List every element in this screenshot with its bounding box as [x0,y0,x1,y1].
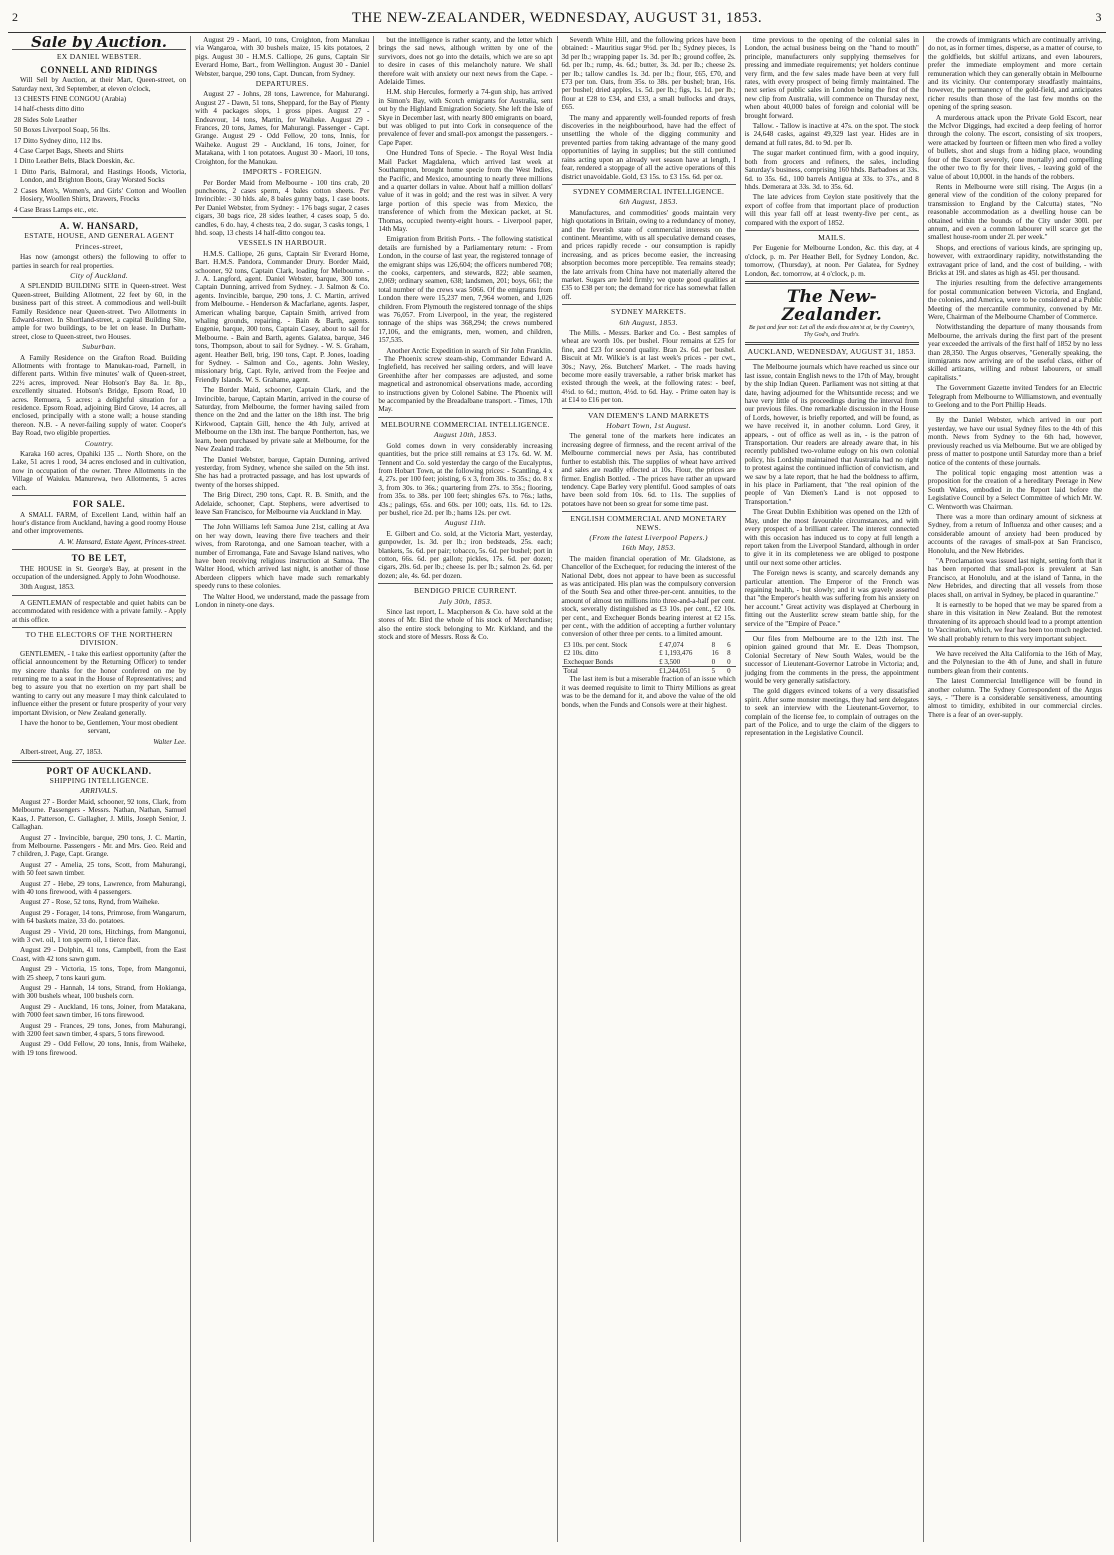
wool-report: time previous to the opening of the colonial sales in London, the actual business being on the "hand to mouth" principle, manufacturers only supplying themselves for pressing and immediate requirements; yet holders continue very firm, and the few sales made have been at very full rates, with every prospect of being firmly maintained. The next series of public sales in London being the first of the new clip from Australia, will commence on Thursday next, when about 40,000 bales of foreign and colonial will be brought forward. [744,36,919,120]
table-cell: 8 [727,649,731,658]
list-item: 28 Sides Sole Leather [14,115,77,124]
column-5 [741,36,924,1542]
sydney-commercial-heading: SYDNEY COMMERCIAL INTELLIGENCE. [573,186,725,196]
bethel-report: The Brig Direct, 290 tons, Capt. R. B. Smith, and the Adelaide, schooner, Capt. Stephens, were advertised to leave San Francisco, for Melbourne via Auckland in May. [195,491,370,516]
editorial-dateline: AUCKLAND, WEDNESDAY, AUGUST 31, 1853. [747,346,916,356]
english-heading: ENGLISH COMMERCIAL AND MONETARY NEWS. [570,514,727,532]
table-cell: 0 [727,667,731,676]
cape-news: but the intelligence is rather scanty, and the letter which brings the sad news, although written by one of the survivors, does not go into the details, which we are so apt to desire in cases of this melancholy nature. We shall therefore wait with anxiety our next news from the Cape. - Adelaide Times. [378,36,553,87]
let-text: THE HOUSE in St. George's Bay, at present in the occupation of the undersigned. Apply to John Woodhouse. [12,564,187,581]
gazette-text: The Government Gazette invited Tenders for an Electric Telegraph from Melbourne to Williamstown, and eventually to Geelong and to the Port Phillip Heads. [927,384,1103,410]
list-item: August 27 - Hebe, 29 tons, Lawrence, from Mahurangi, with 40 tons firewood, with 4 passengers. [12,879,187,896]
country-text: Karaka 160 acres, Opahiki 135 ... North Shore, on the Lake, 51 acres 1 rood, 34 acres enclosed and in cultivation, now in occupation of the owner. Three Allotments in the Village of Waiuku. Manurewa, two Allotments, 5 acres each. [12,450,187,492]
list-item: 1 Ditto Leather Belts, Black Doeskin, &c. [14,157,135,166]
agent-street: Princes-street, [75,241,123,251]
electors-signature: Walter Lee. [153,737,187,746]
latest-commercial-text: The latest Commercial Intelligence will be found in another column. The Sydney Correspondent of the Argus says, - "There is a considerable sensitiveness, amounting almost to timidity, exhibited in our commercial circles. There is a fear of an over-supply. [927,677,1103,719]
column-6 [924,36,1106,1542]
list-item: 14 half-chests ditto ditto [14,105,85,114]
sydney-markets-heading: SYDNEY MARKETS. [611,307,687,317]
bendigo-text: Since last report, L. Macpherson & Co. have sold at the stores of Mr. Bird the whole of his stock of Merchandise; also the entire stock belonging to Mr. Kirkland, and the stock and store of Messrs. Ross & Co. [378,608,553,642]
electors-close: I have the honor to be, Gentlemen, Your most obedient servant, [20,719,178,736]
let-date: 30th August, 1853. [20,583,75,592]
list-item: August 27 - Rose, 52 tons, Rynd, from Waiheke. [20,898,160,907]
electors-heading: TO THE ELECTORS OF THE NORTHERN DIVISION. [25,629,173,648]
postal-text: The injuries resulting from the defective arrangements for postal communication between Victoria, and England, the colonies, and America, were to be considered at a Public Meeting of the mercantile community, convened by Mr. Were, Chairman of the Melbourne Chamber of Commerce. [927,279,1103,321]
agent-intro: Has now (amongst others) the following to offer to parties in search for real properties. [12,253,187,270]
list-item: August 29 - Hannah, 14 tons, Strand, from Hokianga, with 300 bushels wheat, 100 bushels corn. [12,984,187,1001]
port-heading: PORT OF AUCKLAND. [46,765,152,776]
list-item: 13 CHESTS FINE CONGOU (Arabia) [14,95,127,104]
let-heading: TO BE LET, [71,553,127,564]
table-cell: £2 10s. ditto [563,649,599,658]
list-item: August 27 - Border Maid, schooner, 92 tons, Clark, from Melbourne. Passengers - Messrs. Nathan, Nathan, Samuel Kaas, J. Patterson, C. Gallagher, J. Mills, Joseph Senior, J. Callaghan. [12,797,187,832]
table-cell: £3 10s. per cent. Stock [563,640,628,649]
specie-report: One Hundred Tons of Specie. - The Royal West India Mail Packet Magdalena, which arrived last week at Southampton, brought home specie from the West Indies, the Pacific, and Mexico, amounting to nearly three millions and a quarter dollars in value. About half a million dollars' value of it was in gold; and the rest was in silver. A very large portion of this specie was from Mexico, the transference of which from the Mexican packet, at St. Thomas, occupied twenty-eight hours. - Liverpool paper, 14th May. [378,149,553,233]
table-cell: £1,244,051 [659,667,691,676]
masthead-title: THE NEW-ZEALANDER, WEDNESDAY, AUGUST 31, 1853. [351,10,763,26]
list-item: 50 Boxes Liverpool Soap, 56 lbs. [14,126,111,135]
sydney-commercial-text: Manufactures, and commodities' goods maintain very high quotations in Britain, owing to a redundancy of money, and the feverish state of commercial interests on the continent. Meantime, with us all speculative demand ceases, and prices rapidly recede - our consumption is rapidly increasing, and as prices become easier, the increasing absorption becomes more perceptible. Tea remains steady; the late arrivals from China have not materially altered the market. Sugars are held firmly; we quote good qualities at £35 to £38 per ton; the demand for rice has somewhat fallen off. [561,208,736,301]
diggers-text: The gold diggers evinced tokens of a very dissatisfied spirit. After some monster meetings, they had sent delegates to seek an interview with the Lieutenant-Governor, to complain of the license fee, to complain of outrages on the part of the Police, and to urge the claim of the diggers to representation in the Legislative Council. [744,687,919,738]
bendigo-date: July 30th, 1853. [438,596,493,606]
suburban-text: A Family Residence on the Grafton Road. Building Allotments with frontage to Manukau-road, Parnell, in different parts. Within five minutes' walk of Queen-street, 22½ acres, improved. Near Hobson's Bay 8a. 1r. 8p., excellently situated. Hobson's Bridge, Epsom Road, 10 acres. Remuera, 5 acres: a delightful situation for a residence. Epsom Road, adjoining Bird Grove, 14 acres, all enclosed, principally with a stone wall; a house standing thereon. N.B. - A never-failing supply of water. Cooper's Bay Road, two eligible properties. [12,353,187,438]
departures-heading: DEPARTURES. [255,79,309,89]
samoa-report: The John Williams left Samoa June 21st, calling at Ava on her way down, leaving there five teachers and their wives, from Rarotonga, and one Samoan teacher, with a number of Erromanga, Fate and Savage Island natives, who have been receiving religious instruction at Samoa. The Walter Hood, which arrived last night, is another of those Aberdeen clippers which have made such remarkably speedy runs to these colonies. [195,523,370,591]
arrivals-list [12,798,186,1057]
webster-files-text: By the Daniel Webster, which arrived in our port yesterday, we have our usual Sydney files to the 4th of this month. News from Sydney to the 6th had, however, previously reached us via Melbourne. But we are obliged by press of matter to postpone until Saturday more than a brief notice of the contents of these journals. [927,416,1103,467]
auction-ship: EX DANIEL WEBSTER. [56,52,142,62]
paper-motto: Be just and fear not: Let all the ends thou aim'st at, be thy Country's, Thy God's, and Truth's. [748,324,915,338]
table-cell: £ 47,074 [659,640,684,649]
melbourne-commercial-date: August 10th, 1853. [434,430,497,440]
franklin-report: Another Arctic Expedition in search of Sir John Franklin. - The Phoenix screw steam-ship, Commander Edward A. Inglefield, has received her sailing orders, and will leave Greenhithe after her compasses are adjusted, and some magnetical and astronomical observations made, according to instructions given by Colonel Sabine. The Phoenix will be accompanied by the Breadalbane transport. - Times, 17th May. [378,346,553,414]
column-1 [8,36,191,1542]
daniel-webster-report: The Daniel Webster, barque, Captain Dunning, arrived yesterday, from Sydney, whence she sailed on the 5th inst. She has had a protracted passage, and has lost upwards of twenty of the horses shipped. [195,455,370,489]
sale-text: A SMALL FARM, of Excellent Land, within half an hour's distance from Auckland, having a good roomy House and other improvements. [12,510,187,536]
list-item: 1 Ditto Paris, Balmoral, and Hastings Hoods, Victoria, London, and Brighton Boots, Gray Worsted Socks [14,167,187,185]
shipping-heading: SHIPPING INTELLIGENCE. [49,776,149,786]
melbourne-files-text: Our files from Melbourne are to the 12th inst. The opinion gained ground that Mr. E. Deas Thompson, Colonial Secretary of New South Wales, would be the successor of Lieutenant-Governor Latrobe in Victoria; and, judging from the comments in the press, the appointment would be very generally satisfactory. [744,634,919,685]
country-heading: Country. [84,438,114,448]
paper-title: The New-Zealander. [781,286,882,325]
exhibition-text: The Great Dublin Exhibition was opened on the 12th of May, under the most favourable circumstances, and with every prospect of a brilliant career. The interest connected with this occasion has induced us to copy at full length a report taken from the Liverpool Standard, although in order to give it in its completeness we are obliged to postpone until our next some other articles. [744,508,919,567]
list-item: August 29 - Auckland, 16 tons, Joiner, from Matakana, with 7000 feet sawn timber, 16 tons firewood. [12,1002,187,1020]
foreign-news-text: The Foreign news is scanty, and scarcely demands any particular attention. The Emperor of the French was regaining health, - but slowly; and it was gravely asserted that "the Emperor's health was suffering from his anxiety on her account." Great activity was displayed at Cherbourg in fitting out the Austerlitz screw steam battle ship, for the service of the "Empire of Peace." [744,569,919,628]
sale-signature: A. W. Hansard, Estate Agent, Princes-street. [58,537,187,546]
masthead [8,6,1106,33]
column-3 [374,36,557,1542]
imports-text: Per Border Maid from Melbourne - 100 tins crab, 20 puncheons, 2 cases sperm, 4 bales cotton sheets. Per Invincible: - 30 hlds. ale, 8 bales gunny bags, 1 case boots. Per Daniel Webster, from Sydney: - 176 bags sugar, 2 cases cigars, 30 bags rice, 28 sides leather, 4 cases soap, 5 do. candles, 6 do. hay, 4 chests tea, 2 do. sugar, 3 casks tongs, 1 hhd. soap, 13 chests 14 half-ditto congou tea. [195,178,370,237]
arrivals-note: The Walter Hood, we understand, made the passage from London in ninety-one days. [195,592,370,609]
gentleman-notice: A GENTLEMAN of respectable and quiet habits can be accommodated with residence with a private family. - Apply at this office. [12,598,187,624]
agent-name: A. W. HANSARD, [59,220,139,231]
ceylon-report: The late advices from Ceylon state positively that the export of coffee from that important place of production will this year fall off at least twenty-five per cent., as compared with the export of 1852. [744,193,919,227]
city-text: A SPLENDID BUILDING SITE in Queen-street. West Queen-street, Building Allotment, 22 feet by 60, in the business part of this street. A commodious and well-built Family Residence near Queen-street. Two Allotments in Edward-street. In Shortland-street, a capital Building Site, ample for two buildings, to be let on lease. In Durham-street, close to Queen-street, two Houses. [12,282,187,341]
immigrants-text: the crowds of immigrants which are continually arriving, do not, as in former times, disperse, as a matter of course, to the goldfields, but skilful artizans, and even labourers, prefer the immediate employment and more certain remuneration which they can generally obtain in Melbourne and its vicinity. Our contemporary steadfastly maintains, however, the permanency of the gold-field, and anticipates richer results than those of the last few months on the opening of the spring season. [927,36,1103,112]
column-2 [191,36,374,1542]
list-item: August 29 - Odd Fellow, 20 tons, Innis, from Waiheke, with 19 tons firewood. [12,1040,187,1057]
arrivals-heading: ARRIVALS. [80,786,118,796]
list-item: August 27 - Invincible, barque, 290 tons, J. C. Martin, from Melbourne. Passengers - Mr. and Mrs. Geo. Reid and 7 children, J. Page, Capt. Grange. [12,833,187,859]
alta-text: We have received the Alta California to the 16th of May, and the Polynesian to the 4th of June, and shall in future numbers glean from their contents. [927,650,1103,675]
auctioneers: CONNELL AND RIDINGS [40,64,158,75]
table-cell: 8 [711,640,716,649]
list-item: 4 Case Brass Lamps etc., etc. [14,205,99,214]
english-date: 16th May, 1853. [621,543,676,553]
table-cell: 6 [727,640,731,649]
sydney-markets-date: 6th August, 1853. [619,317,678,327]
sydney-commercial-date: 6th August, 1853. [619,197,678,207]
harbour-heading: VESSELS IN HARBOUR. [237,238,327,248]
auction-heading: Sale by Auction. [31,36,168,51]
english-text: The maiden financial operation of Mr. Gladstone, as Chancellor of the Exchequer, for reducing the interest of the National Debt, does not appear to have been as successful as was anticipated. His plan was the compulsory conversion of the South Sea and other three-per-cent. annuities, to the amount of almost ten millions into three-and-a-half per cent. stock, severally distinguished as £3 10s. per cent., £2 10s. per cent., and Exchequer Bonds bearing interest at £2 15s. per cent., with the addition of accepting a further voluntary conversion of other three per cents. to a limited amount. [561,554,736,639]
hercules-report: H.M. ship Hercules, formerly a 74-gun ship, has arrived in Simon's Bay, with Scotch emigrants for Australia, sent out by the Highland Emigration Society. She left the Isle of Skye in December last, with nearly 800 emigrants on board, but was obliged to put into Cork in consequence of the prevalence of fever and small-pox amongst the passengers. - Cape Paper. [378,88,553,147]
list-item: 17 Ditto Sydney ditto, 112 lbs. [14,136,103,145]
vandiemen-date: Hobart Town, 1st August. [606,421,691,431]
sydney-markets-text: The Mills. - Messrs. Barker and Co. - Best samples of wheat are worth 10s. per bushel. Flour remains at £25 for fine, and £23 for second quality. Bran 2s. 6d. per bushel. Biscuit at Mr. Wilkie's is at last week's prices - per cwt., 30s.; Navy, 26s. Butchers' Market. - The roads having become more easily traversable, a rather brisk market has existed through the week, at the following rates: - beef, 4½d. to 6d.; mutton, 4½d. to 6d. Hay. - Prime oaten hay is at £14 to £16 per ton. [561,329,736,405]
departures-text: August 27 - Johns, 28 tons, Lawrence, for Mahurangi. August 27 - Dawn, 51 tons, Sheppard, for the Bay of Plenty with 4 packages slops, 1 gross pipes. August 27 - Endeavour, 14 tons, Martin, for Waiheke. August 29 - Frances, 20 tons, James, for Mahurangi. Passenger - Capt. Grange. August 29 - Odd Fellow, 20 tons, Innis, for Waiheke. August 29 - Auckland, 16 tons, Joiner, for Matakana, with 1 ton potatoes. August 30 - Maori, 10 tons, Croighton, for the Manukau. [195,90,370,166]
auction-intro: Will Sell by Auction, at their Mart, Queen-street, on Saturday next, 3rd September, at eleven o'clock, [12,76,187,93]
harbour-text: H.M.S. Calliope, 26 guns, Captain Sir Everard Home, Bart. H.M.S. Pandora, Commander Drury. Border Maid, schooner, 92 tons, Captain Clark, loading for Melbourne. - J. A. Langford, agent. Daniel Webster, barque, 300 tons, Captain Dunning, arrived from Sydney. - J. Salmon & Co. agents. Invincible, barque, 290 tons, J. C. Martin, arrived from Melbourne. - Henderson & Macfarlane, agents. Jasper, American whaling barque, Captain Smith, arrived from whaling grounds, repairing. - Bain & Barth, agents. Eugenie, barque, 300 tons, Captain Casey, about to sail for Melbourne. - Bain and Barth, agents. Galatea, barque, 346 tons, Thompson, about to sail for Sydney. - W. S. Graham, agent. Heather Bell, brig, 190 tons, Capt. P. Jones, loading for Sydney. - Salmon and Co., agents. John Wesley, missionary brig, Capt. Ryle, arrived from the Feejee and Friendly Islands. W. S. Grahame, agent. [195,249,370,384]
table-cell: £ 1,193,476 [659,649,693,658]
electors-text: GENTLEMEN, - I take this earliest opportunity (after the official announcement by the Returning Officer) to tender my sincere thanks for the honor conferred on me by returning me to a seat in the House of Representatives; and beg to assure you that no exertion on my part shall be wanting to carry out any measure I may think calculated to influence either the present or future prosperity of your very important Division, or New Zealand generally. [12,649,187,717]
aug11-heading: August 11th. [444,518,487,528]
agent-title: ESTATE, HOUSE, AND GENERAL AGENT [24,231,174,241]
melbourne-commercial-text: Gold comes down in very considerably increasing quantities, but the price still remains at £3 17s. 6d. W. M. Tennent and Co. sold yesterday the cargo of the Eucalyptus, from Hobart Town, at the following prices: - Scantling, 4 x 4, 27s. per 100 feet; joisting, 6 x 3, from 30s. to 35s.; do. 8 x 3, from 30s. to 36s.; quartering from 27s. to 35s.; flooring, from 35s. to 38s. per 100 feet; shingles 67s. to 76s.; laths, 43s.; palings, 65s. and 60s. per 100; oats, 11s. 6d. to 12s. per bushel, rice 2d. per lb.; hams 12s. per cwt. [378,441,553,517]
bendigo-continued: Seventh White Hill, and the following prices have been obtained: - Mauritius sugar 9½d. per lb.; Sydney pieces, 1s 3d per lb.; wrapping paper 1s. 3d. per lb.; ground coffee, 2s. 6d. per lb.; rump, 4s. 6d.; butter, 3s. 3d. per lb.; cheese 2s. per lb.; tallow candles 1s. 3d. per lb.; flour, £65, £70, and £73 per ton. Oats, from 35s. to 38s. per bushel; bran, 16s. per bushel; dried apples, 1s. 5d. per lb.; figs, 1s. 1d. per lb.; flour at £28 to £34, and £33, a small bullocks and drays, £65. [561,36,736,112]
table-row [562,649,736,657]
english-subheading: (From the latest Liverpool Papers.) [589,532,708,542]
mails-heading: MAILS. [818,232,846,242]
list-item: August 27 - Amelia, 25 tons, Scott, from Mahurangi, with 50 feet sawn timber. [12,860,187,878]
city-heading: City of Auckland. [70,270,129,280]
bendigo-heading: BENDIGO PRICE CURRENT. [413,586,517,596]
suburban-heading: Suburban. [82,342,117,352]
list-item: 4 Case Carpet Bags, Sheets and Shirts [14,147,124,156]
departure-text: Notwithstanding the departure of many thousands from Melbourne, the arrivals during the first part of the present year exceeded the arrivals of the first half of 1852 by no less than 28,350. The Argus observes, "Generally speaking, the immigrants now arriving are of the useful class, either of skilled artizans, willing and robust labourers, or small capitalists." [927,323,1103,382]
list-item: August 29 - Forager, 14 tons, Primrose, from Wangarurn, with 64 baskets maize, 33 do. potatoes. [12,908,187,926]
list-item: August 29 - Victoria, 15 tons, Tope, from Mangonui, with 25 sheep, 7 tons kauri gum. [12,965,187,982]
auction-item-list [12,95,186,214]
list-item: August 29 - Vivid, 20 tons, Hitchings, from Mangonui, with 3 cwt. oil, 1 ton sperm oil, 1 tierce flax. [12,927,187,944]
page-number-left: 2 [12,10,19,24]
sale-heading: FOR SALE. [72,499,126,510]
columns [8,36,1106,1542]
editorial-text: The Melbourne journals which have reached us since our last issue, contain English news to the 17th of May, brought by the ship Indian Queen. Parliament was not sitting at that date, having adjourned for the Whitsuntide recess; and we have very little of its proceedings during the interval from our previous files. One remarkable discussion in the House of Lords, however, is briefly reported, and will be found, as we have received it, in another column. Lord Grey, it appears, - out of office as well as in, - is the patron of Transportation. Our readers are already aware that, in his recently published two-volume eulogy on his own colonial policy, his Lordship maintained that Australia had no right to protest against the continued infliction of convictism, and we saw by a late report, that he had the boldness to affirm, in his place in Parliament, that "the real opinion of the people of Van Diemen's Land is not opposed to Transportation." [744,363,919,506]
column-4 [558,36,741,1542]
table-cell: Exchequer Bonds [563,657,614,666]
english-close: The last item is but a miserable fraction of an issue which it was deemed requisite to limit to Thirty Millions as great was to be the demand for it, and above the value of the old bonds, when the Funds and Consols were at their highest. [561,675,736,709]
list-item: August 29 - Frances, 29 tons, Jones, from Mahurangi, with 3200 feet sawn timber, 4 spars, 5 tons firewood. [12,1021,187,1039]
smallpox-text: There was a more than ordinary amount of sickness at Sydney, from a return of Influenza and other causes; and a considerable amount of anxiety had been produced by accounts of the ravages of small-pox at San Francisco, Honolulu, and the New Hebrides. [927,512,1103,555]
escort-text: A murderous attack upon the Private Gold Escort, near the McIvor Diggings, had excited a deep feeling of horror through the colony. The escort, consisting of six troopers, were attacked by fourteen or fifteen men who fired a volley of bullets, shot and slugs from a hiding place, wounding four of the Escort severely, (one mortally) and compelling the other two to fly for their lives, - leaving gold of the value of about 10,000l. in the hands of the robbers. [927,113,1103,181]
vandiemen-heading: VAN DIEMEN'S LAND MARKETS [588,410,710,420]
arrivals-continued: August 29 - Maori, 10 tons, Croighton, from Manukau via Wangaroa, with 30 bushels maize, 15 kits potatoes, 2 pigs. August 30 - H.M.S. Calliope, 26 guns, Captain Sir Everard Home, Bart., from Wellington. August 30 - Daniel Webster, barque, 290 tons, Capt. Duncan, from Sydney. [195,36,370,78]
mails-text: Per Eugenie for Melbourne London, &c. this day, at 4 o'clock, p. m. Per Heather Bell, for Sydney London, &c. tomorrow, (Thursday), at noon. Per Galatea, for Sydney London, &c. tomorrow, at 4 o'clock, p. m. [744,244,919,278]
sugar-report: The sugar market continued firm, with a good inquiry, both from grocers and refiners, the sales, including Saturday's business, comprising 160 hhds. Barbadoes at 33s. 6d. to 35s. 6d., 100 barrels Antigua at 33s. to 37s., and 8 hhds. Demerara at 33s. 3d. to 35s. 6d. [744,149,919,191]
electors-date: Albert-street, Aug. 27, 1853. [20,748,103,757]
page-number-right: 3 [1095,10,1102,24]
tallow-report: Tallow. - Tallow is inactive at 47s. on the spot. The stock is 24,648 casks, against 49,329 last year. Hides are in demand at full rates, 8d. to 9d. per lb. [744,122,919,147]
table-cell: Total [563,667,578,676]
melbourne-commercial-heading: MELBOURNE COMMERCIAL INTELLIGENCE. [381,419,550,429]
proclamation-text: "A Proclamation was issued last night, setting forth that it has been reported that small-pox is prevalent at San Francisco, at Honolulu, and at the island of Tanna, in the New Hebrides, and directing that all vessels from those places shall, on arrival in Sydney, be placed in quarantine." [927,556,1103,599]
aug11-text: E. Gilbert and Co. sold, at the Victoria Mart, yesterday, gunpowder, 1s. 3d. per lb.; iron bedsteads, 25s. each; blankets, 5s. 6d. per pair; tobacco, 5s. 6d. per bushel; port in cotton, 66s. 6d. per gallon; pickles, 17s. 6d. per dozen; cigars, 20s. 6d. per lb.; cheese 1s. per lb.; salmon 2s. 6d. per dozen; ale, 4s. 6d. per dozen. [378,529,553,580]
emigration-report: Emigration from British Ports. - The following statistical details are furnished by a Parliamentary return: - From London, in the course of last year, the registered tonnage of the emigrant ships was 126,604; the officers numbered 708; the cooks, carpenters, and stewards, 822; able seamen, 2,069; ordinary seamen, 638; landsmen, 201; boys, 661; the total number of the crews was 5066. Of the emigrants from London there were 15,237 men, 7,964 women, and 1,026 children. From Plymouth the registered tonnage of the ships was 76,057. From Liverpool, in the year, the registered tonnage of the ships was 368,294; the crews numbered 17,106, and the emigrants, men, women, and children, 157,535. [378,235,553,345]
list-item: August 29 - Dolphin, 41 tons, Campbell, from the East Coast, with 42 tons sawn gum. [12,946,187,963]
vandiemen-text: The general tone of the markets here indicates an increasing degree of firmness, and the recent arrival of the Melbourne commercial news per Asia, has contributed further to establish this. The supplies of wheat have arrived and sales are readily effected at 10s. Flour, the prices are firmer. English Bottled. - The prices have rather an upward tendency. Cape Barley very plentiful. Good samples of oats have been sold from 10s. 6d. to 11s. The supplies of potatoes have not been so great for some time past. [561,432,736,508]
peerage-text: The political topic engaging most attention was a proposition for the creation of a hereditary Peerage in New South Wales, embodied in the Report laid before the Legislative Council by a Select Committee of which Mr. W. C. Wentworth was Chairman. [927,468,1103,511]
shops-text: Shops, and erections of various kinds, are springing up, however, with extraordinary rapidity, notwithstanding the extravagant price of land, and the cost of building, - with Bricks at 19l. and slates as high as 45l. per thousand. [927,243,1103,277]
table-cell: 0 [711,657,716,666]
table-row [562,641,736,649]
table-cell: 16 [711,649,719,658]
border-maid-report: The Border Maid, schooner, Captain Clark, and the Invincible, barque, Captain Martin, arrived in the course of Saturday, from Melbourne, the former having sailed from thence on the 2nd and the latter on the 18th inst. The brig Kirkwood, Captain Gill, hence the 4th July, arrived at Melbourne on the 13th inst. The barque Pontherton, has, we learn, been purchased by private sale at Melbourne, for the New Zealand trade. [195,386,370,454]
table-row [562,658,736,667]
imports-heading: IMPORTS - FOREIGN. [242,167,322,177]
table-cell: 5 [711,667,716,676]
table-total-row [562,667,736,676]
table-cell: £ 3,500 [659,657,681,666]
table-cell: 0 [727,657,731,666]
list-item: 2 Cases Men's, Women's, and Girls' Cotton and Woollen Hosiery, Woollen Shirts, Drawers, Frocks [14,186,187,204]
vaccination-text: It is earnestly to be hoped that we may be spared from a share in this visitation in New Zealand. But the remotest threatening of its approach should lead to a prompt attention to Vaccination, which, we fear has been too much neglected. We shall probably return to this very important subject. [927,601,1103,643]
bendigo-market: The many and apparently well-founded reports of fresh discoveries in the neighbourhood, have had the effect of unsettling the whole of the digging community and prevented parties from taking advantage of the many good opportunities of laying in supplies; but the still contiuned rains acting upon an already wet season have at length, I fear, rendered a stoppage of all the active operations of this district unavoidable. Gold, £3 15s. to £3 15s. 6d. per oz. [561,113,736,181]
conversion-table [562,641,736,676]
rents-text: Rents in Melbourne were still rising. The Argus (in a general view of the condition of the colony prepared for transmission to England by the Calcutta) states, "No reasonable accommodation as a dwelling house can be obtained within the bounds of the City under 300l. per annum, and even a common labourer will scarce get the smallest house-room under 2l. per week." [927,182,1103,242]
